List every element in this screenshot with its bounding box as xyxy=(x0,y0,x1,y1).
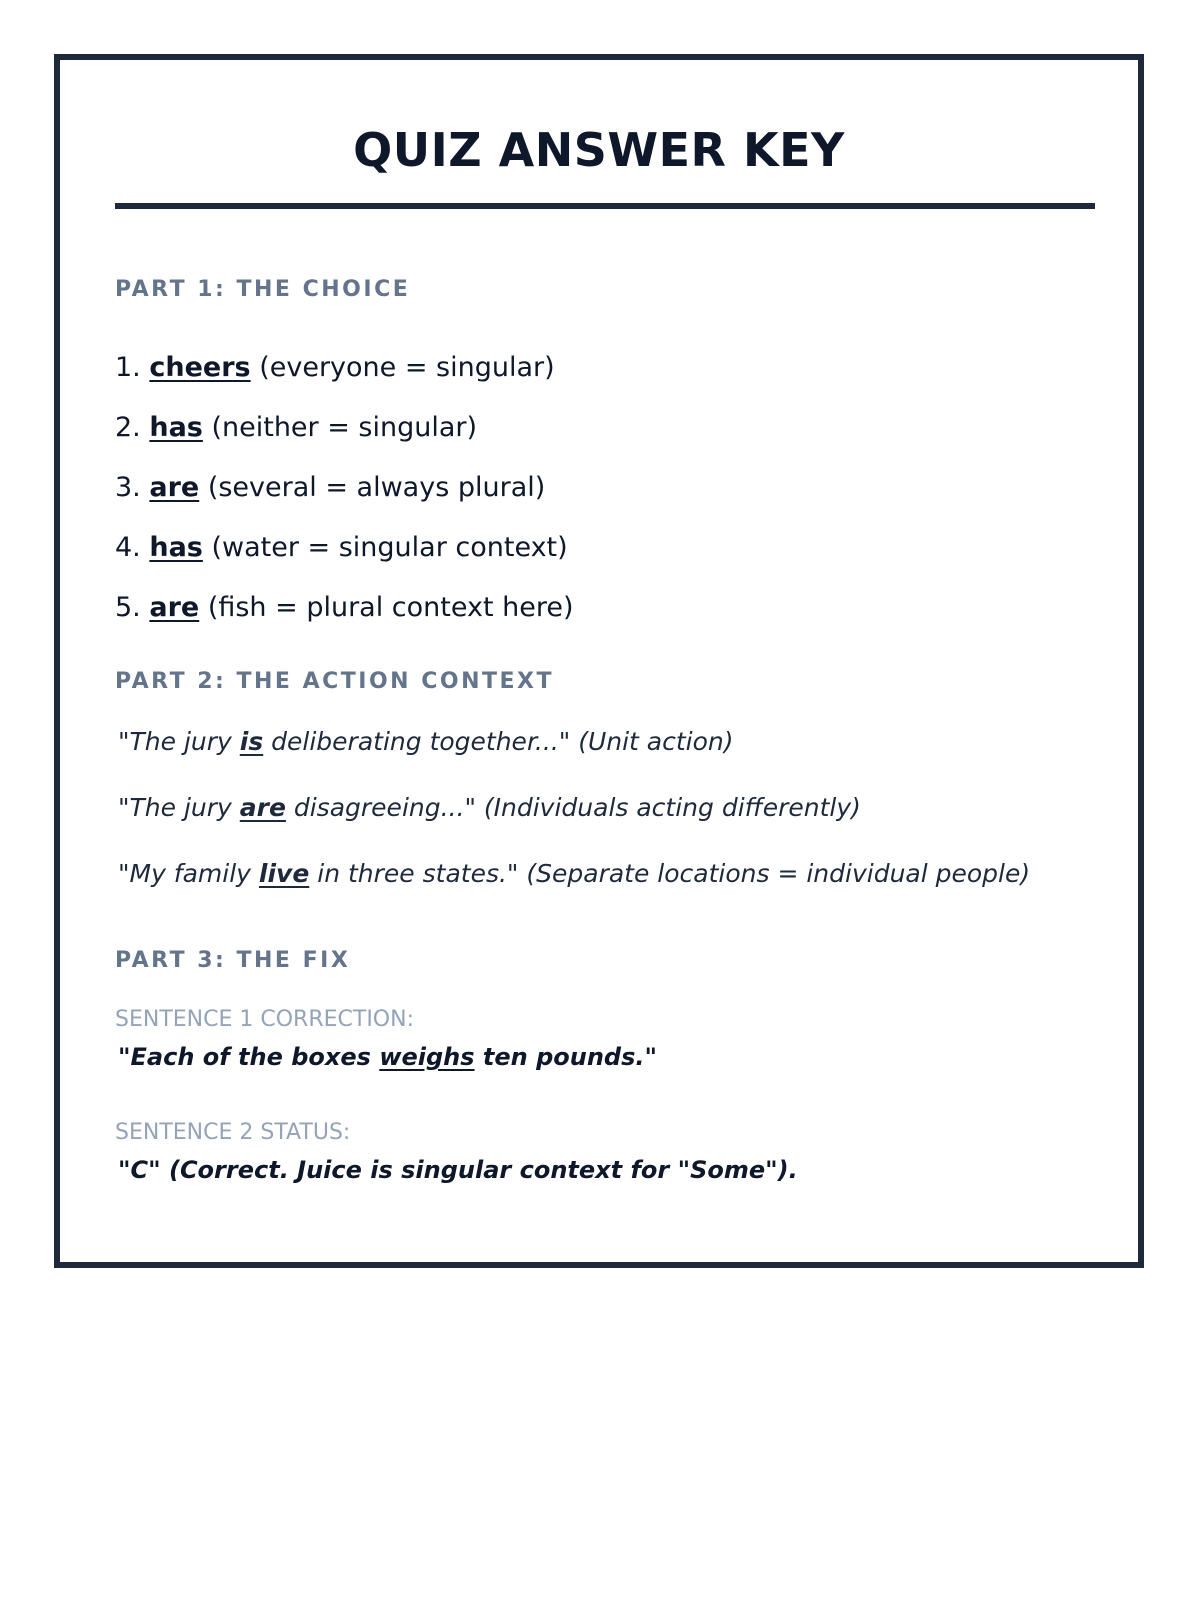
quote-after: deliberating together..." (Unit action) xyxy=(263,727,734,756)
answer-key-card xyxy=(54,54,1144,1268)
item-number: 5. xyxy=(115,592,141,623)
item-note: (fish = plural context here) xyxy=(207,592,574,623)
item-number: 3. xyxy=(115,472,141,503)
part1-heading: PART 1: THE CHOICE xyxy=(115,277,411,302)
item-answer: has xyxy=(149,412,203,443)
part2-quote-1 xyxy=(118,725,734,759)
quote-answer: are xyxy=(239,793,286,822)
item-note: (several = always plural) xyxy=(207,472,546,503)
item-answer: cheers xyxy=(149,352,251,383)
sentence2-status: "C" (Correct. Juice is singular context for "Some"). xyxy=(118,1156,798,1184)
correction-after: ten pounds." xyxy=(474,1043,658,1071)
part2-quote-2 xyxy=(118,791,861,825)
quote-answer: live xyxy=(258,859,310,888)
quote-before: "My family xyxy=(118,859,259,888)
item-note: (water = singular context) xyxy=(211,532,568,563)
sentence1-label: SENTENCE 1 CORRECTION: xyxy=(115,1007,414,1032)
item-answer: are xyxy=(149,592,200,623)
quote-after: in three states." (Separate locations = individual people) xyxy=(309,859,1031,888)
page-title: QUIZ ANSWER KEY xyxy=(353,123,845,177)
part1-item-5 xyxy=(115,578,574,638)
item-number: 2. xyxy=(115,412,141,443)
part1-item-2 xyxy=(115,398,574,458)
quote-before: "The jury xyxy=(118,727,240,756)
part1-item-1 xyxy=(115,338,574,398)
title-divider xyxy=(115,203,1095,209)
item-number: 4. xyxy=(115,532,141,563)
item-answer: are xyxy=(149,472,200,503)
quote-after: disagreeing..." (Individuals acting differently) xyxy=(285,793,861,822)
part1-item-3 xyxy=(115,458,574,518)
part2-heading: PART 2: THE ACTION CONTEXT xyxy=(115,669,555,694)
item-answer: has xyxy=(149,532,203,563)
part2-quote-3 xyxy=(118,857,1030,891)
quote-answer: is xyxy=(239,727,264,756)
correction-before: "Each of the boxes xyxy=(118,1043,380,1071)
sentence2-label: SENTENCE 2 STATUS: xyxy=(115,1120,351,1145)
part1-item-4 xyxy=(115,518,574,578)
correction-answer: weighs xyxy=(379,1043,475,1071)
quote-before: "The jury xyxy=(118,793,240,822)
item-number: 1. xyxy=(115,352,141,383)
part3-heading: PART 3: THE FIX xyxy=(115,948,351,973)
part1-answer-list xyxy=(115,338,574,638)
item-note: (everyone = singular) xyxy=(259,352,555,383)
sentence1-correction xyxy=(118,1041,657,1073)
item-note: (neither = singular) xyxy=(211,412,478,443)
